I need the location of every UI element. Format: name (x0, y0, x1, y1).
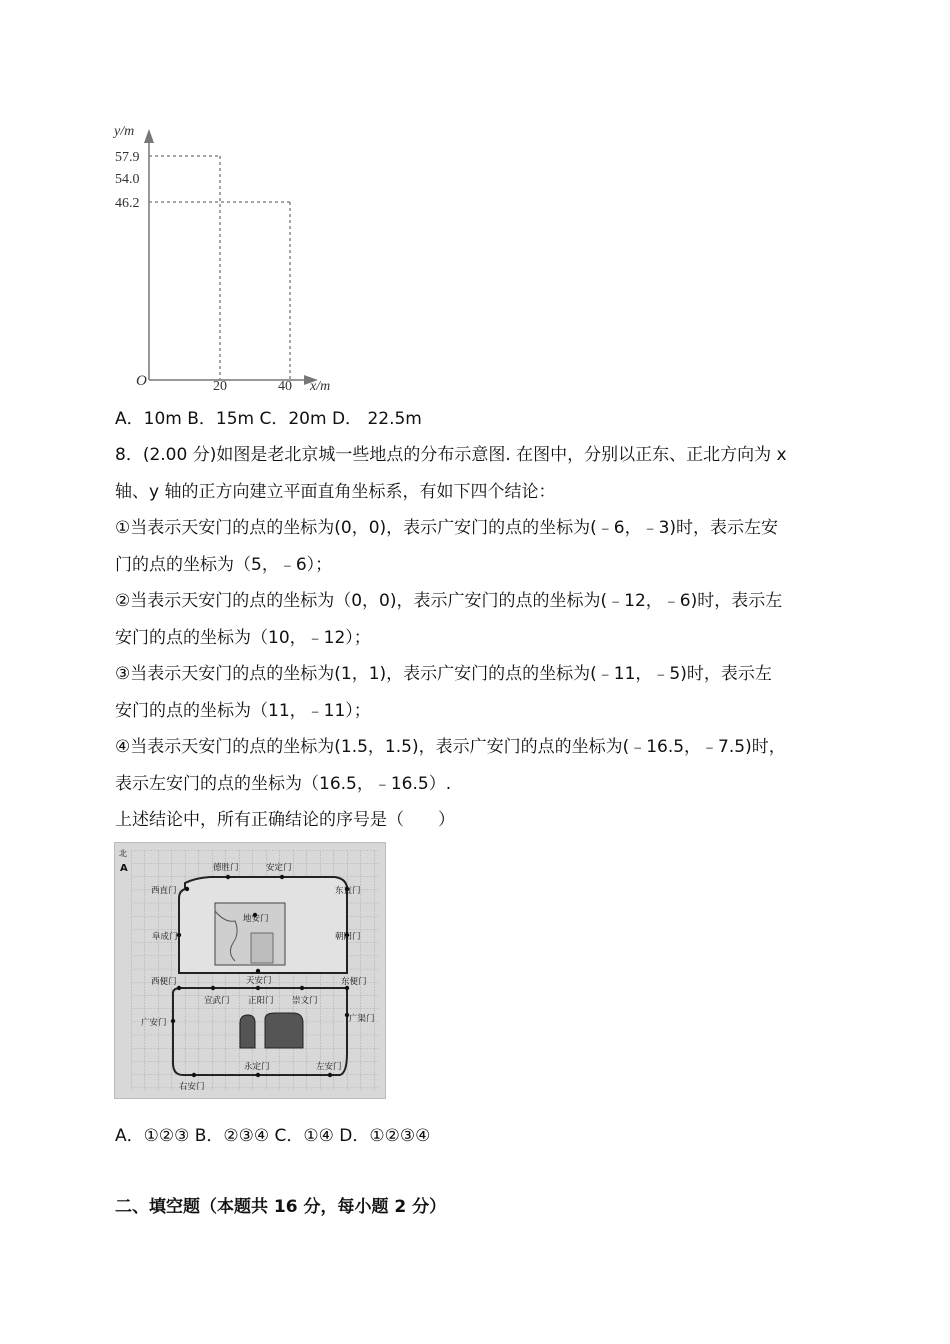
label-xizhimen: 西直门 (151, 886, 177, 896)
q8-stem-line1: 8．(2.00 分)如图是老北京城一些地点的分布示意图. 在图中，分别以正东、正北方向为 x (115, 445, 787, 465)
y-tick-54-0: 54.0 (115, 172, 140, 187)
x-tick-40: 40 (278, 379, 292, 394)
q8-conclusion3-line1: ③当表示天安门的点的坐标为(1，1)，表示广安门的点的坐标为(﹣11，﹣5)时，表示左 (115, 664, 772, 684)
q8-question: 上述结论中，所有正确结论的序号是（ ） (115, 810, 455, 830)
x-axis-label: x/m (310, 379, 331, 394)
gate-dot (300, 986, 304, 990)
y-axis-label: y/m (114, 124, 135, 139)
label-dongbianmen: 东便门 (341, 977, 367, 987)
beijing-map-figure (114, 842, 386, 1099)
q7-options: A．10m B．15m C．20m D． 22.5m (115, 409, 422, 429)
label-andingmen: 安定门 (266, 863, 292, 873)
label-dongzhimen: 东直门 (335, 886, 361, 896)
section-heading: 二、填空题（本题共 16 分，每小题 2 分） (115, 1197, 447, 1217)
gate-dot (256, 986, 260, 990)
label-guanganmen: 广安门 (141, 1018, 167, 1028)
y-axis-arrow (144, 129, 154, 143)
q8-conclusion4-line1: ④当表示天安门的点的坐标为(1.5，1.5)，表示广安门的点的坐标为(﹣16.5，﹣7.5)时， (115, 737, 786, 757)
label-xibianmen: 西便门 (151, 977, 177, 987)
label-yongdingmen: 永定门 (244, 1062, 270, 1072)
gate-dot (328, 1073, 332, 1077)
x-tick-20: 20 (213, 379, 227, 394)
north-arrow: A (120, 863, 128, 874)
y-tick-46-2: 46.2 (115, 196, 140, 211)
q8-conclusion2-line1: ②当表示天安门的点的坐标为（0，0)，表示广安门的点的坐标为(﹣12，﹣6)时，表示左 (115, 591, 783, 611)
label-guangqumen: 广渠门 (349, 1014, 375, 1024)
label-chaoyangmen: 朝阳门 (335, 932, 361, 942)
y-tick-57-9: 57.9 (115, 150, 140, 165)
q8-conclusion1-line1: ①当表示天安门的点的坐标为(0，0)，表示广安门的点的坐标为(﹣6，﹣3)时，表示左安 (115, 518, 779, 538)
gate-dot (177, 986, 181, 990)
label-youanmen: 右安门 (179, 1082, 205, 1092)
gate-dot (280, 875, 284, 879)
north-char: 北 (119, 849, 127, 858)
label-fuchengmen: 阜成门 (152, 932, 178, 942)
label-chongwenmen: 崇文门 (292, 996, 318, 1006)
q8-stem-line2: 轴、y 轴的正方向建立平面直角坐标系，有如下四个结论： (115, 482, 556, 502)
label-tiananmen: 天安门 (246, 976, 272, 986)
label-zuoanmen: 左安门 (316, 1062, 342, 1072)
distance-graph (100, 115, 350, 400)
origin-label: O (136, 373, 147, 389)
gate-dot (256, 969, 260, 973)
gate-dot (226, 875, 230, 879)
q8-conclusion3-line2: 安门的点的坐标为（11，﹣11）； (115, 701, 371, 721)
q8-conclusion1-line2: 门的点的坐标为（5，﹣6）； (115, 555, 333, 575)
gate-dot (211, 986, 215, 990)
q8-conclusion2-line2: 安门的点的坐标为（10，﹣12）； (115, 628, 371, 648)
label-zhengyangmen: 正阳门 (248, 996, 274, 1006)
label-xuanwumen: 宣武门 (204, 996, 230, 1006)
gate-dot (171, 1019, 175, 1023)
temple-block-left (240, 1015, 255, 1048)
gate-dot (185, 887, 189, 891)
imperial-city (215, 903, 285, 965)
label-deshengmen: 德胜门 (213, 863, 239, 873)
forbidden-city (251, 933, 273, 963)
gate-dot (256, 1073, 260, 1077)
q8-conclusion4-line2: 表示左安门的点的坐标为（16.5，﹣16.5）. (115, 774, 452, 794)
q8-options: A．①②③ B．②③④ C．①④ D．①②③④ (115, 1126, 431, 1146)
temple-block-right (265, 1013, 303, 1048)
label-dianmen: 地安门 (243, 914, 269, 924)
gate-dot (192, 1073, 196, 1077)
